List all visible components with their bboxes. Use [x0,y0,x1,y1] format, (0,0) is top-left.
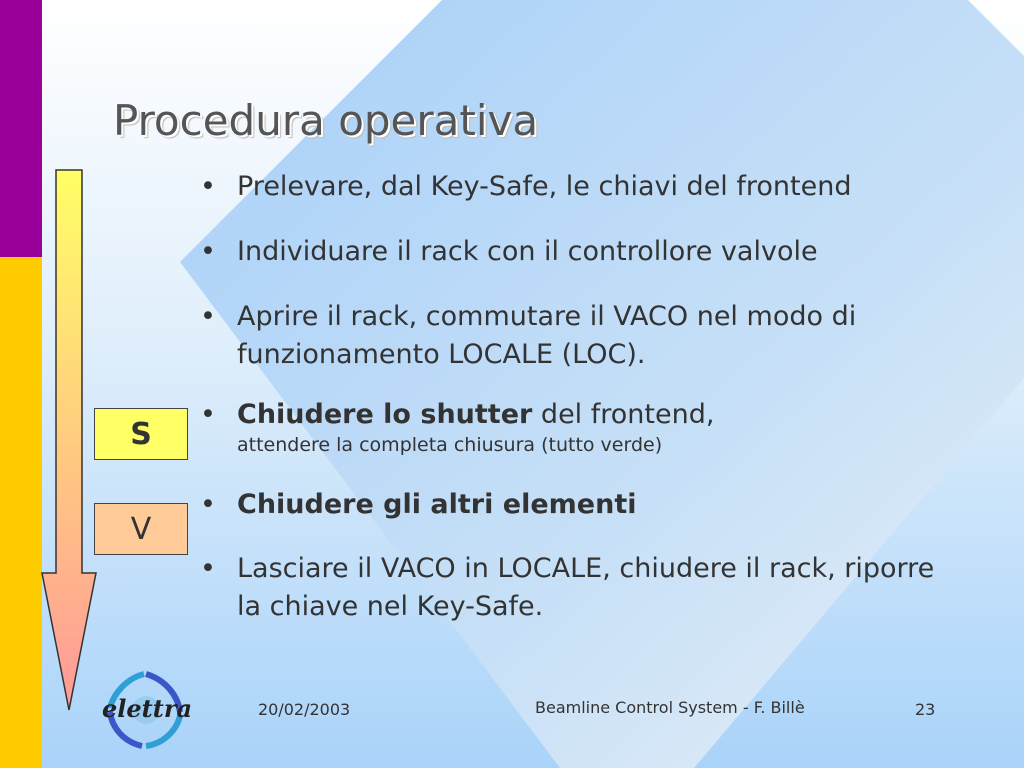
logo-text: elettra [102,694,193,723]
bullet-item [196,168,956,206]
bullet-text: Aprire il rack, commutare il VACO nel modo di funzionamento LOCALE (LOC). [237,301,857,370]
down-arrow-icon [38,168,100,713]
page-number: 23 [915,700,936,719]
bullet-marker: • [200,236,216,267]
bullet-marker: • [200,489,216,520]
bullet-text: Prelevare, dal Key-Safe, le chiavi del frontend [237,171,852,202]
slide-title: Procedura operativa [113,96,539,145]
bullet-text: del frontend, [532,399,715,430]
bullet-item [196,396,956,458]
bullet-item [196,550,956,626]
bullet-item [196,486,956,524]
bullet-marker: • [200,553,216,584]
bullet-marker: • [200,171,216,202]
bullet-item [196,298,956,374]
accent-bar-purple [0,0,42,257]
bullet-text: Lasciare il VACO in LOCALE, chiudere il rack, riporre la chiave nel Key-Safe. [237,553,935,622]
bullet-subtext: attendere la completa chiusura (tutto verde) [237,434,663,456]
bullet-bold-text: Chiudere lo shutter [237,399,533,430]
bullet-marker: • [200,301,216,332]
step-tag-s: S [94,408,188,460]
bullet-item [196,233,956,271]
footer-title: Beamline Control System - F. Billè [535,698,805,717]
bullet-text: Individuare il rack con il controllore valvole [237,236,818,267]
bullet-marker: • [200,399,216,430]
bullet-list [196,168,956,626]
bullet-bold-text: Chiudere gli altri elementi [237,489,637,520]
accent-bar-yellow [0,257,42,768]
footer-date: 20/02/2003 [258,700,351,719]
step-tag-v: V [94,503,188,555]
